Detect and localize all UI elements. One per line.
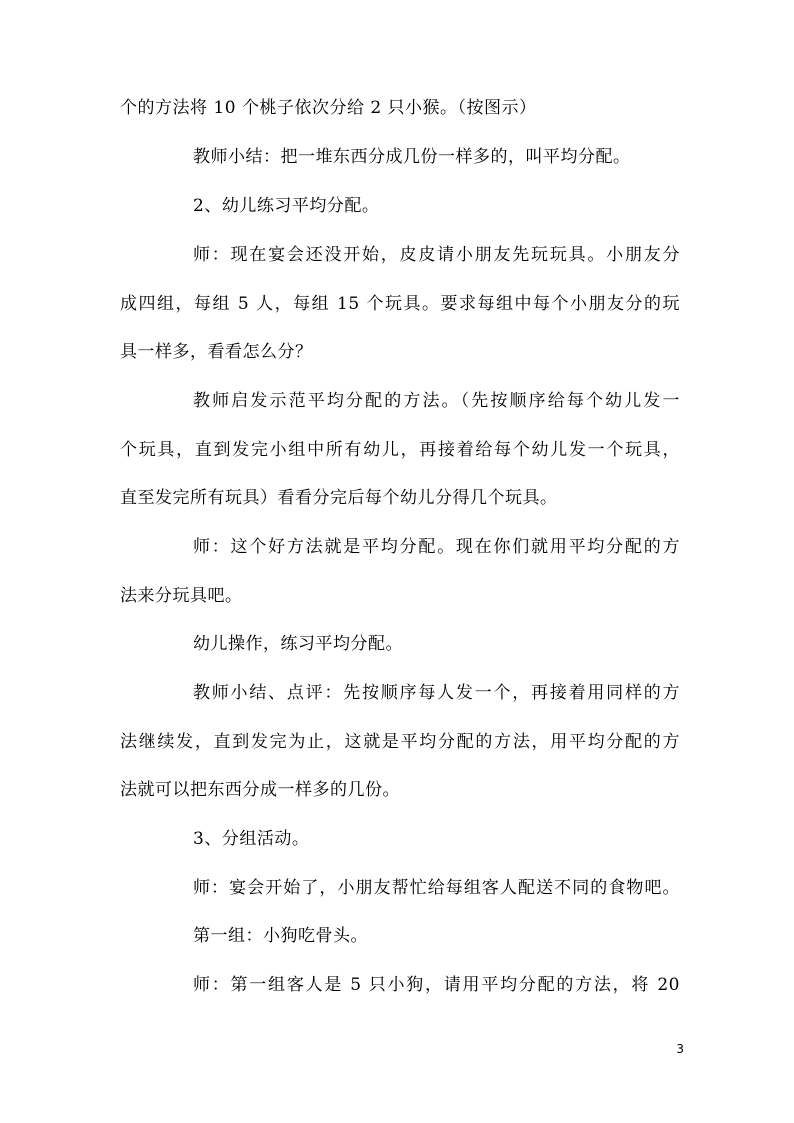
paragraph-line: 个的方法将 10 个桃子依次分给 2 只小猴。（按图示） xyxy=(120,98,537,118)
paragraph-line: 法就可以把东西分成一样多的几份。 xyxy=(120,780,400,800)
paragraph-line: 教师启发示范平均分配的方法。（先按顺序给每个幼儿发一 xyxy=(193,391,680,411)
paragraph-line: 师：这个好方法就是平均分配。现在你们就用平均分配的方 xyxy=(193,537,680,557)
paragraph-line: 成四组，每组 5 人，每组 15 个玩具。要求每组中每个小朋友分的玩 xyxy=(120,294,680,314)
paragraph-line: 法来分玩具吧。 xyxy=(120,586,243,606)
paragraph-line: 法继续发，直到发完为止，这就是平均分配的方法，用平均分配的方 xyxy=(120,732,680,752)
paragraph-line: 教师小结：把一堆东西分成几份一样多的，叫平均分配。 xyxy=(193,147,631,167)
paragraph-line: 具一样多，看看怎么分？ xyxy=(120,342,313,362)
paragraph-line: 师：第一组客人是 5 只小狗，请用平均分配的方法，将 20 xyxy=(193,975,680,995)
paragraph-line: 师：宴会开始了，小朋友帮忙给每组客人配送不同的食物吧。 xyxy=(193,878,680,898)
paragraph-line: 直至发完所有玩具）看看分完后每个幼儿分得几个玩具。 xyxy=(120,488,558,508)
section-heading: 2、幼儿练习平均分配。 xyxy=(193,196,380,216)
paragraph-line: 第一组：小狗吃骨头。 xyxy=(193,926,368,946)
page-number: 3 xyxy=(676,1042,684,1056)
paragraph-line: 师：现在宴会还没开始，皮皮请小朋友先玩玩具。小朋友分 xyxy=(193,245,680,265)
paragraph-line: 个玩具，直到发完小组中所有幼儿，再接着给每个幼儿发一个玩具， xyxy=(120,440,680,460)
paragraph-line: 幼儿操作，练习平均分配。 xyxy=(193,634,403,654)
section-heading: 3、分组活动。 xyxy=(193,829,310,849)
paragraph-line: 教师小结、点评：先按顺序每人发一个，再接着用同样的方 xyxy=(193,683,680,703)
